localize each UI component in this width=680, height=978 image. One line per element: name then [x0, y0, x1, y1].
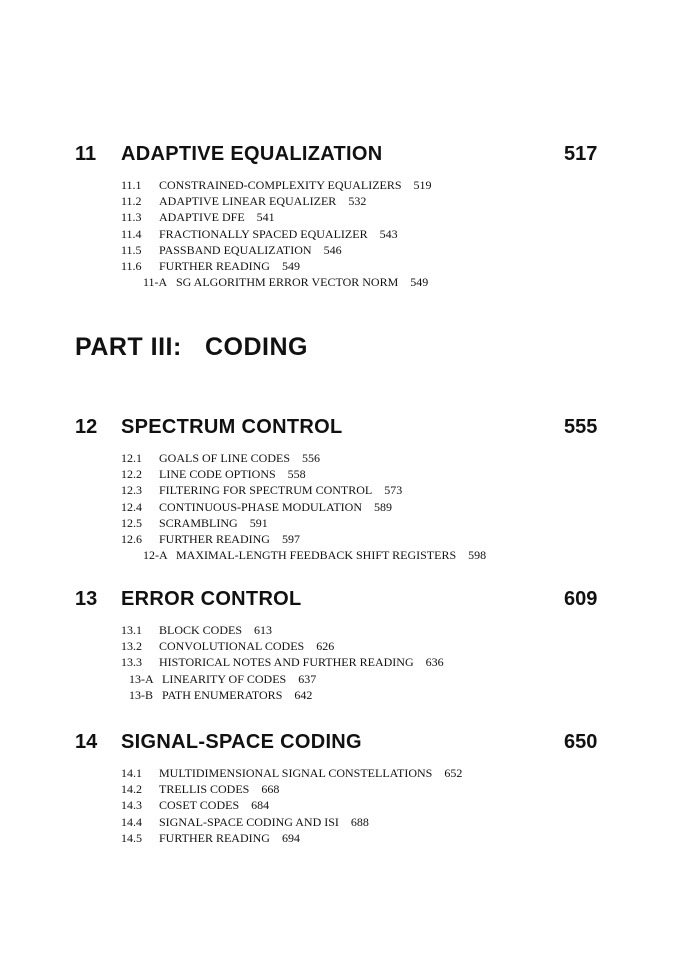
chapter-number: 13 — [75, 588, 98, 610]
section-entry[interactable] — [121, 531, 486, 547]
appendix-entry[interactable] — [121, 671, 444, 687]
chapter-number: 11 — [75, 143, 97, 165]
section-title: BLOCK CODES — [159, 623, 243, 637]
section-number: 12.6 — [121, 531, 142, 546]
section-page: 546 — [323, 242, 342, 257]
section-number: 12-A — [143, 548, 168, 563]
chapter-14 — [0, 731, 680, 845]
section-title: FRACTIONALLY SPACED EQUALIZER — [159, 226, 368, 241]
section-page: 549 — [281, 258, 300, 273]
chapter-heading[interactable] — [0, 143, 680, 167]
section-number: 13.1 — [121, 623, 142, 637]
section-title: MULTIDIMENSIONAL SIGNAL CONSTELLATIONS — [159, 766, 433, 780]
section-entry[interactable] — [121, 797, 462, 813]
section-page: 694 — [281, 830, 300, 845]
section-page: 613 — [254, 623, 273, 637]
appendix-entry[interactable] — [121, 547, 486, 563]
section-list — [121, 622, 444, 703]
section-title: FURTHER READING — [159, 830, 270, 845]
section-title: LINE CODE OPTIONS — [159, 467, 276, 482]
section-title: SIGNAL-SPACE CODING AND ISI — [159, 814, 339, 829]
section-page: 668 — [261, 782, 280, 797]
section-page: 591 — [249, 515, 268, 530]
section-number: 11.1 — [121, 178, 142, 192]
section-title: HISTORICAL NOTES AND FURTHER READING — [159, 655, 414, 670]
section-title: GOALS OF LINE CODES — [159, 451, 291, 465]
section-entry[interactable] — [121, 814, 462, 830]
chapter-heading[interactable] — [0, 588, 680, 612]
section-number: 11-A — [143, 275, 168, 290]
section-number: 12.5 — [121, 515, 142, 530]
section-number: 14.1 — [121, 766, 142, 780]
section-page: 543 — [379, 226, 398, 241]
section-number: 13-B — [129, 687, 153, 702]
section-number: 12.3 — [121, 483, 142, 498]
section-page: 626 — [316, 639, 335, 654]
section-title: FILTERING FOR SPECTRUM CONTROL — [159, 483, 373, 498]
chapter-page: 609 — [564, 588, 598, 610]
section-page: 598 — [468, 548, 487, 563]
section-title: ADAPTIVE LINEAR EQUALIZER — [159, 194, 337, 209]
section-entry[interactable] — [121, 258, 432, 274]
section-entry[interactable] — [121, 654, 444, 670]
section-number: 12.4 — [121, 499, 142, 514]
section-list — [121, 765, 462, 846]
section-number: 14.4 — [121, 814, 142, 829]
section-entry[interactable] — [121, 622, 444, 638]
section-entry[interactable] — [121, 466, 486, 482]
section-number: 11.3 — [121, 210, 142, 225]
section-title: PASSBAND EQUALIZATION — [159, 242, 312, 257]
section-page: 597 — [281, 531, 300, 546]
section-title: ADAPTIVE DFE — [159, 210, 245, 225]
section-number: 11.5 — [121, 242, 142, 257]
chapter-page: 650 — [564, 731, 598, 753]
section-entry[interactable] — [121, 482, 486, 498]
chapter-heading[interactable] — [0, 731, 680, 755]
chapter-page: 555 — [564, 416, 598, 438]
section-number: 13.2 — [121, 639, 142, 654]
section-number: 14.3 — [121, 798, 142, 813]
section-number: 13-A — [129, 671, 154, 686]
section-title: CONTINUOUS-PHASE MODULATION — [159, 499, 362, 514]
section-page: 519 — [413, 178, 432, 192]
section-page: 558 — [287, 467, 306, 482]
section-number: 12.2 — [121, 467, 142, 482]
section-entry[interactable] — [121, 242, 432, 258]
section-page: 652 — [444, 766, 463, 780]
section-page: 532 — [348, 194, 367, 209]
section-page: 589 — [374, 499, 392, 514]
section-entry[interactable] — [121, 209, 432, 225]
section-page: 684 — [251, 798, 270, 813]
section-entry[interactable] — [121, 177, 432, 193]
section-number: 13.3 — [121, 655, 142, 670]
chapter-heading[interactable] — [0, 416, 680, 440]
section-title: FURTHER READING — [159, 531, 270, 546]
part-heading — [75, 333, 308, 362]
section-page: 573 — [384, 483, 403, 498]
chapter-title: ADAPTIVE EQUALIZATION — [121, 143, 383, 165]
section-title: SCRAMBLING — [159, 515, 238, 530]
section-page: 636 — [425, 655, 444, 670]
section-list — [121, 450, 486, 563]
section-title: SG ALGORITHM ERROR VECTOR NORM — [176, 275, 399, 290]
section-title: CONVOLUTIONAL CODES — [159, 639, 305, 654]
section-entry[interactable] — [121, 193, 432, 209]
chapter-title: SPECTRUM CONTROL — [121, 416, 343, 438]
section-title: PATH ENUMERATORS — [162, 687, 283, 702]
section-page: 637 — [298, 671, 317, 686]
part-label: PART III: — [75, 333, 182, 361]
chapter-number: 14 — [75, 731, 98, 753]
chapter-title: SIGNAL-SPACE CODING — [121, 731, 362, 753]
section-list — [121, 177, 432, 290]
section-page: 688 — [350, 814, 369, 829]
appendix-entry[interactable] — [121, 274, 432, 290]
section-number: 11.2 — [121, 194, 142, 209]
chapter-title: ERROR CONTROL — [121, 588, 302, 610]
section-page: 549 — [410, 275, 429, 290]
appendix-entry[interactable] — [121, 687, 444, 703]
section-page: 642 — [294, 687, 313, 702]
section-number: 11.6 — [121, 258, 142, 273]
section-entry[interactable] — [121, 450, 486, 466]
chapter-11 — [0, 143, 680, 290]
section-entry[interactable] — [121, 515, 486, 531]
chapter-number: 12 — [75, 416, 98, 438]
section-entry[interactable] — [121, 781, 462, 797]
section-entry[interactable] — [121, 638, 444, 654]
section-entry[interactable] — [121, 830, 462, 846]
section-title: COSET CODES — [159, 798, 240, 813]
section-title: TRELLIS CODES — [159, 782, 250, 797]
chapter-page: 517 — [564, 143, 598, 165]
section-entry[interactable] — [121, 499, 486, 515]
section-number: 12.1 — [121, 451, 142, 465]
section-title: LINEARITY OF CODES — [162, 671, 287, 686]
chapter-13 — [0, 588, 680, 702]
section-title: CONSTRAINED-COMPLEXITY EQUALIZERS — [159, 178, 402, 192]
section-entry[interactable] — [121, 765, 462, 781]
section-number: 11.4 — [121, 226, 142, 241]
part-title: CODING — [205, 333, 308, 361]
section-entry[interactable] — [121, 226, 432, 242]
section-page: 541 — [256, 210, 275, 225]
section-page: 556 — [302, 451, 321, 465]
section-title: FURTHER READING — [159, 258, 270, 273]
section-title: MAXIMAL-LENGTH FEEDBACK SHIFT REGISTERS — [176, 548, 457, 563]
chapter-12 — [0, 416, 680, 563]
section-number: 14.5 — [121, 830, 142, 845]
section-number: 14.2 — [121, 782, 142, 797]
